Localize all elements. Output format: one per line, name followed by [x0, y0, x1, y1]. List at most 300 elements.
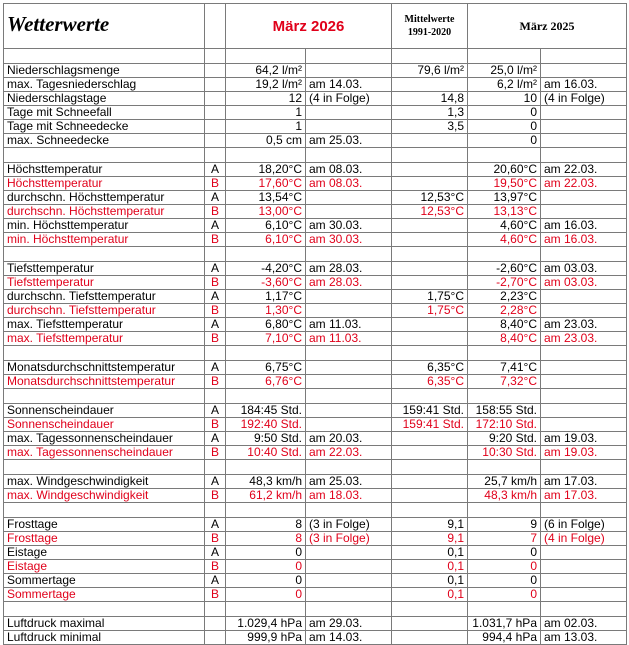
label-cell: Sonnenscheindauer [4, 418, 205, 432]
label-cell: Niederschlagsmenge [4, 64, 205, 78]
station-cell: A [205, 432, 226, 446]
label-cell: max. Windgeschwindigkeit [4, 475, 205, 489]
spacer-row [4, 247, 627, 262]
prev-date-cell: (4 in Folge) [541, 532, 627, 546]
date-cell: am 20.03. [306, 432, 392, 446]
table-row [4, 332, 627, 346]
spacer-cell [306, 602, 392, 617]
date-cell [306, 64, 392, 78]
spacer-cell [541, 602, 627, 617]
station-cell: A [205, 404, 226, 418]
table-row [4, 546, 627, 560]
label-cell: min. Höchsttemperatur [4, 219, 205, 233]
label-cell: Sommertage [4, 588, 205, 602]
mean-cell [392, 78, 468, 92]
spacer-cell [468, 460, 541, 475]
prev-value-cell: 6,2 l/m² [468, 78, 541, 92]
spacer-cell [226, 389, 306, 404]
date-cell [306, 191, 392, 205]
date-cell: am 08.03. [306, 177, 392, 191]
table-row [4, 318, 627, 332]
prev-date-cell [541, 418, 627, 432]
spacer-cell [306, 346, 392, 361]
spacer-cell [468, 346, 541, 361]
mean-cell: 1,75°C [392, 304, 468, 318]
date-cell: am 30.03. [306, 219, 392, 233]
date-cell: am 28.03. [306, 276, 392, 290]
date-cell: am 25.03. [306, 134, 392, 148]
prev-value-cell: 994,4 hPa [468, 631, 541, 645]
table-row [4, 532, 627, 546]
label-cell: Sommertage [4, 574, 205, 588]
prev-date-cell [541, 64, 627, 78]
spacer-cell [541, 460, 627, 475]
label-cell: max. Tiefsttemperatur [4, 332, 205, 346]
station-cell [205, 106, 226, 120]
table-row [4, 219, 627, 233]
station-cell: B [205, 332, 226, 346]
spacer-row [4, 460, 627, 475]
mean-values-header-line2: 1991-2020 [407, 27, 452, 38]
label-cell: Niederschlagstage [4, 92, 205, 106]
prev-date-cell [541, 191, 627, 205]
date-cell: am 14.03. [306, 78, 392, 92]
prev-value-cell: 2,23°C [468, 290, 541, 304]
value-cell: 12 [226, 92, 306, 106]
station-cell: A [205, 191, 226, 205]
table-row [4, 276, 627, 290]
mean-cell: 9,1 [392, 532, 468, 546]
spacer-row [4, 389, 627, 404]
date-cell [306, 560, 392, 574]
station-cell: B [205, 418, 226, 432]
table-row [4, 617, 627, 631]
date-cell: am 22.03. [306, 446, 392, 460]
label-cell: Eistage [4, 560, 205, 574]
label-cell: Tiefsttemperatur [4, 276, 205, 290]
spacer-cell [4, 602, 205, 617]
mean-cell [392, 631, 468, 645]
mean-cell [392, 446, 468, 460]
prev-value-cell: 0 [468, 106, 541, 120]
spacer-cell [4, 389, 205, 404]
station-cell: B [205, 560, 226, 574]
prev-date-cell [541, 560, 627, 574]
prev-value-cell: 0 [468, 588, 541, 602]
date-cell [306, 404, 392, 418]
label-cell: max. Schneedecke [4, 134, 205, 148]
station-cell: B [205, 489, 226, 503]
mean-cell: 0,1 [392, 588, 468, 602]
value-cell: 13,00°C [226, 205, 306, 219]
prev-date-cell [541, 304, 627, 318]
date-cell: am 25.03. [306, 475, 392, 489]
spacer-cell [226, 460, 306, 475]
date-cell: am 28.03. [306, 262, 392, 276]
date-cell: am 18.03. [306, 489, 392, 503]
spacer-cell [226, 49, 306, 64]
table-title: Wetterwerte [7, 12, 110, 36]
station-cell [205, 120, 226, 134]
station-cell: A [205, 574, 226, 588]
station-cell [205, 617, 226, 631]
prev-date-cell [541, 361, 627, 375]
station-cell [205, 134, 226, 148]
prev-value-cell: 9:20 Std. [468, 432, 541, 446]
spacer-cell [306, 247, 392, 262]
prev-value-cell: 8,40°C [468, 332, 541, 346]
prev-value-cell: 7 [468, 532, 541, 546]
station-cell: A [205, 546, 226, 560]
mean-cell [392, 318, 468, 332]
prev-date-cell: am 02.03. [541, 617, 627, 631]
mean-cell: 12,53°C [392, 191, 468, 205]
value-cell: 0 [226, 574, 306, 588]
table-row [4, 518, 627, 532]
value-cell: 8 [226, 532, 306, 546]
value-cell: 6,80°C [226, 318, 306, 332]
prev-value-cell: 4,60°C [468, 219, 541, 233]
prev-date-cell: (4 in Folge) [541, 92, 627, 106]
mean-cell [392, 219, 468, 233]
mean-cell [392, 134, 468, 148]
spacer-cell [205, 49, 226, 64]
label-cell: durchschn. Tiefsttemperatur [4, 304, 205, 318]
prev-date-cell: am 19.03. [541, 446, 627, 460]
prev-date-cell [541, 120, 627, 134]
station-cell: A [205, 163, 226, 177]
spacer-cell [4, 148, 205, 163]
prev-value-cell: 8,40°C [468, 318, 541, 332]
spacer-cell [541, 346, 627, 361]
mean-cell: 79,6 l/m² [392, 64, 468, 78]
label-cell: durchschn. Höchsttemperatur [4, 191, 205, 205]
station-cell: A [205, 518, 226, 532]
prev-value-cell: 10 [468, 92, 541, 106]
mean-cell: 159:41 Std. [392, 418, 468, 432]
date-cell: am 30.03. [306, 233, 392, 247]
spacer-cell [306, 148, 392, 163]
weather-values-table [3, 3, 627, 645]
spacer-cell [4, 49, 205, 64]
value-cell: 0 [226, 560, 306, 574]
station-cell: A [205, 262, 226, 276]
table-row [4, 404, 627, 418]
spacer-cell [205, 247, 226, 262]
spacer-cell [392, 602, 468, 617]
prev-date-cell: am 03.03. [541, 276, 627, 290]
spacer-cell [4, 247, 205, 262]
prev-date-cell: am 23.03. [541, 318, 627, 332]
label-cell: Tage mit Schneefall [4, 106, 205, 120]
table-row [4, 134, 627, 148]
label-cell: durchschn. Höchsttemperatur [4, 205, 205, 219]
prev-value-cell: 10:30 Std. [468, 446, 541, 460]
station-cell: A [205, 361, 226, 375]
prev-date-cell [541, 375, 627, 389]
prev-value-cell: 9 [468, 518, 541, 532]
prev-date-cell: am 03.03. [541, 262, 627, 276]
label-cell: Frosttage [4, 518, 205, 532]
station-cell [205, 92, 226, 106]
value-cell: 6,75°C [226, 361, 306, 375]
value-cell: 48,3 km/h [226, 475, 306, 489]
table-row [4, 432, 627, 446]
table-row [4, 191, 627, 205]
station-cell: A [205, 290, 226, 304]
station-cell [205, 64, 226, 78]
label-cell: max. Tagesniederschlag [4, 78, 205, 92]
prev-date-cell: am 16.03. [541, 219, 627, 233]
spacer-cell [392, 148, 468, 163]
spacer-cell [205, 460, 226, 475]
table-row [4, 205, 627, 219]
weather-table-container [3, 3, 627, 645]
mean-cell [392, 276, 468, 290]
date-cell [306, 418, 392, 432]
table-row [4, 304, 627, 318]
spacer-cell [226, 602, 306, 617]
prev-value-cell: 19,50°C [468, 177, 541, 191]
spacer-row [4, 49, 627, 64]
prev-value-cell: 13,13°C [468, 205, 541, 219]
spacer-cell [205, 148, 226, 163]
value-cell: 1,17°C [226, 290, 306, 304]
label-cell: max. Tiefsttemperatur [4, 318, 205, 332]
label-cell: Monatsdurchschnittstemperatur [4, 375, 205, 389]
header-row [4, 4, 627, 49]
prev-date-cell [541, 205, 627, 219]
previous-year-header: März 2025 [468, 4, 627, 49]
mean-cell: 0,1 [392, 546, 468, 560]
station-cell: B [205, 375, 226, 389]
station-cell: B [205, 205, 226, 219]
value-cell: 1.029,4 hPa [226, 617, 306, 631]
spacer-cell [226, 247, 306, 262]
label-cell: Tage mit Schneedecke [4, 120, 205, 134]
value-cell: 13,54°C [226, 191, 306, 205]
prev-value-cell: 7,41°C [468, 361, 541, 375]
prev-date-cell [541, 290, 627, 304]
date-cell [306, 588, 392, 602]
table-row [4, 78, 627, 92]
spacer-cell [226, 503, 306, 518]
date-cell: am 11.03. [306, 318, 392, 332]
prev-value-cell: 4,60°C [468, 233, 541, 247]
value-cell: 7,10°C [226, 332, 306, 346]
date-cell: am 08.03. [306, 163, 392, 177]
prev-date-cell: am 22.03. [541, 177, 627, 191]
mean-cell [392, 177, 468, 191]
label-cell: Tiefsttemperatur [4, 262, 205, 276]
date-cell [306, 375, 392, 389]
label-cell: Luftdruck minimal [4, 631, 205, 645]
mean-cell [392, 163, 468, 177]
prev-date-cell: am 22.03. [541, 163, 627, 177]
prev-date-cell [541, 574, 627, 588]
label-cell: Eistage [4, 546, 205, 560]
spacer-cell [306, 389, 392, 404]
spacer-cell [392, 49, 468, 64]
prev-date-cell: am 16.03. [541, 233, 627, 247]
spacer-cell [392, 389, 468, 404]
label-cell: durchschn. Tiefsttemperatur [4, 290, 205, 304]
mean-cell [392, 332, 468, 346]
spacer-cell [541, 503, 627, 518]
spacer-cell [468, 247, 541, 262]
prev-value-cell: 158:55 Std. [468, 404, 541, 418]
prev-value-cell: 25,7 km/h [468, 475, 541, 489]
spacer-cell [4, 346, 205, 361]
spacer-cell [226, 346, 306, 361]
current-month-header: März 2026 [226, 4, 392, 49]
prev-date-cell: am 17.03. [541, 489, 627, 503]
station-cell: B [205, 276, 226, 290]
mean-cell: 0,1 [392, 574, 468, 588]
spacer-cell [392, 247, 468, 262]
table-row [4, 106, 627, 120]
spacer-row [4, 503, 627, 518]
label-cell: min. Höchsttemperatur [4, 233, 205, 247]
spacer-cell [541, 49, 627, 64]
spacer-cell [468, 148, 541, 163]
value-cell: 192:40 Std. [226, 418, 306, 432]
date-cell [306, 205, 392, 219]
prev-date-cell: am 23.03. [541, 332, 627, 346]
mean-cell: 9,1 [392, 518, 468, 532]
date-cell [306, 290, 392, 304]
spacer-cell [468, 389, 541, 404]
value-cell: 1 [226, 106, 306, 120]
prev-value-cell: 48,3 km/h [468, 489, 541, 503]
value-cell: 9:50 Std. [226, 432, 306, 446]
date-cell: (3 in Folge) [306, 518, 392, 532]
spacer-cell [541, 247, 627, 262]
mean-cell [392, 432, 468, 446]
table-row [4, 177, 627, 191]
label-cell: Höchsttemperatur [4, 163, 205, 177]
date-cell [306, 304, 392, 318]
date-cell: am 14.03. [306, 631, 392, 645]
table-row [4, 361, 627, 375]
value-cell: -3,60°C [226, 276, 306, 290]
prev-date-cell: am 19.03. [541, 432, 627, 446]
prev-value-cell: -2,70°C [468, 276, 541, 290]
prev-date-cell: am 16.03. [541, 78, 627, 92]
station-cell: B [205, 304, 226, 318]
table-row [4, 489, 627, 503]
date-cell: (3 in Folge) [306, 532, 392, 546]
table-row [4, 560, 627, 574]
mean-cell: 1,75°C [392, 290, 468, 304]
table-row [4, 375, 627, 389]
value-cell: 6,10°C [226, 233, 306, 247]
value-cell: 1 [226, 120, 306, 134]
mean-cell: 12,53°C [392, 205, 468, 219]
table-row [4, 446, 627, 460]
value-cell: 0 [226, 588, 306, 602]
value-cell: 64,2 l/m² [226, 64, 306, 78]
label-cell: Frosttage [4, 532, 205, 546]
value-cell: 19,2 l/m² [226, 78, 306, 92]
spacer-cell [468, 602, 541, 617]
value-cell: 0,5 cm [226, 134, 306, 148]
spacer-cell [541, 148, 627, 163]
date-cell [306, 546, 392, 560]
value-cell: 6,10°C [226, 219, 306, 233]
table-row [4, 262, 627, 276]
label-cell: Höchsttemperatur [4, 177, 205, 191]
value-cell: 10:40 Std. [226, 446, 306, 460]
date-cell [306, 106, 392, 120]
prev-value-cell: 0 [468, 560, 541, 574]
value-cell: 999,9 hPa [226, 631, 306, 645]
date-cell: (4 in Folge) [306, 92, 392, 106]
table-row [4, 574, 627, 588]
mean-cell [392, 262, 468, 276]
station-cell: B [205, 233, 226, 247]
prev-date-cell [541, 404, 627, 418]
prev-value-cell: -2,60°C [468, 262, 541, 276]
spacer-cell [392, 346, 468, 361]
spacer-cell [468, 503, 541, 518]
value-cell: 8 [226, 518, 306, 532]
spacer-cell [306, 49, 392, 64]
spacer-cell [306, 460, 392, 475]
mean-cell: 159:41 Std. [392, 404, 468, 418]
value-cell: 184:45 Std. [226, 404, 306, 418]
date-cell [306, 574, 392, 588]
prev-date-cell [541, 546, 627, 560]
table-row [4, 64, 627, 78]
spacer-cell [541, 389, 627, 404]
date-cell [306, 361, 392, 375]
prev-date-cell: am 13.03. [541, 631, 627, 645]
station-cell [205, 631, 226, 645]
spacer-cell [4, 460, 205, 475]
mean-cell [392, 233, 468, 247]
label-cell: max. Windgeschwindigkeit [4, 489, 205, 503]
station-cell: B [205, 588, 226, 602]
table-row [4, 233, 627, 247]
prev-value-cell: 172:10 Std. [468, 418, 541, 432]
prev-value-cell: 0 [468, 546, 541, 560]
value-cell: 1,30°C [226, 304, 306, 318]
spacer-cell [4, 503, 205, 518]
value-cell: 6,76°C [226, 375, 306, 389]
date-cell [306, 120, 392, 134]
label-cell: max. Tagessonnenscheindauer [4, 446, 205, 460]
prev-date-cell: am 17.03. [541, 475, 627, 489]
value-cell: 18,20°C [226, 163, 306, 177]
spacer-row [4, 148, 627, 163]
mean-cell [392, 489, 468, 503]
mean-cell: 6,35°C [392, 361, 468, 375]
label-cell: max. Tagessonnenscheindauer [4, 432, 205, 446]
table-row [4, 163, 627, 177]
value-cell: 0 [226, 546, 306, 560]
prev-value-cell: 13,97°C [468, 191, 541, 205]
table-row [4, 290, 627, 304]
prev-value-cell: 20,60°C [468, 163, 541, 177]
station-cell: A [205, 219, 226, 233]
table-row [4, 120, 627, 134]
station-cell [205, 78, 226, 92]
station-cell: B [205, 446, 226, 460]
table-title-cell [4, 4, 205, 49]
mean-cell: 6,35°C [392, 375, 468, 389]
spacer-cell [205, 389, 226, 404]
